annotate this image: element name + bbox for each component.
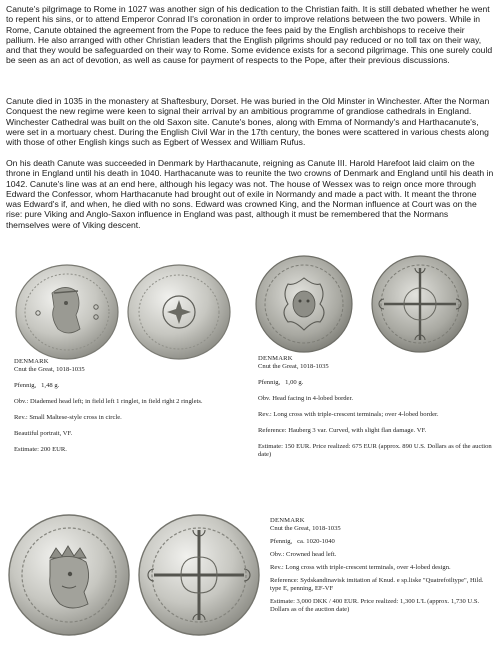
coin-1-obverse: Obv.: Diademed head left; in field left 1 ringlet, in field right 2 ringlets. [14,398,203,405]
article-paragraph-1: Canute's pilgrimage to Rome in 1027 was another sign of his dedication to the Christian faith. It is still debated whether he went to repent his sins, or to attend Emperor Conrad II's coronation in order to improve relations between the two powers. While in Rome, Canute obtained the agreement from the Pope to reduce the fees paid by the English archbishops to receive their pallium. He also arranged with other Christian leaders that the English pilgrims should pay reduced or no toll tax on their way, and that they would be safeguarded on their way to Rome. Some evidence exists for a second pilgrimage. This one surely could be seen as an act of devotion, as well as cause for payment of respects to the Pope, after their previous discussions. [6,4,493,66]
coin-2-reverse-image [370,254,470,354]
coin-2-ruler: Cnut the Great, 1018-1035 [258,363,329,370]
coin-1-reverse-image [126,263,232,361]
coin-2-weight: 1,00 g. [285,379,304,386]
coin-1-catalogue-entry [14,358,250,454]
coin-1-reverse: Rev.: Small Maltese-style cross in circle. [14,414,122,421]
coin-3-obverse: Obv.: Crowned head left. [270,551,337,558]
coin-3-denomination-line [270,538,496,546]
coin-3-estimate: Estimate: 3,000 DKK / 400 EUR. Price realized: 1,300 L'L (approx. 1,730 U.S. Dollars as of the auction date) [270,598,480,613]
coin-3-reverse-image [136,512,262,638]
coin-1-weight: 1,48 g. [41,382,60,389]
coin-3-denomination: Pfennig, [270,538,293,545]
coin-2-reverse: Rev.: Long cross with triple-crescent terminals; over 4-lobed border. [258,411,439,418]
coin-2-catalogue-entry [258,355,494,459]
coin-3-catalogue-entry [270,517,496,614]
coin-1-denomination-line [14,382,250,390]
coin-3-reference: Reference: Sydskandinavisk imitation af Knud. e sp.liske "Quatrefoiltype", Hild. type E, penning, EF-VF [270,577,484,592]
coin-2-reference: Reference: Hauberg 3 var. Curved, with slight flan damage. VF. [258,427,427,434]
coin-2-estimate: Estimate: 150 EUR. Price realized: 675 EUR (approx. 890 U.S. Dollars as of the auction date) [258,443,492,458]
coin-3-country: DENMARK [270,517,305,524]
coin-2-obverse: Obv. Head facing in 4-lobed border. [258,395,353,402]
coin-3-ruler: Cnut the Great, 1018-1035 [270,525,341,532]
article-paragraph-3: On his death Canute was succeeded in Denmark by Harthacanute, reigning as Canute III. Harold Harefoot laid claim on the throne in England until his death in 1040. Harthacanute was to reunite the two crowns of Denmark and England until his death in 1042. Canute's line was at an end here, although his legacy was not. The house of Wessex was to reign once more through Edward the Confessor, whom Harthacanute had brought out of exile in Normandy and made a pact with. It meant the throne was Edward's if, and when, he died with no sons. Edward was crowned King, and the Norman influence at Court was on the rise: pure Viking and Anglo-Saxon influence in England was past, although it must be remembered that the Normans themselves were of Viking descent. [6,158,494,230]
coin-3-date: ca. 1020-1040 [297,538,335,545]
coin-3-obverse-image [6,512,132,638]
coin-2-country: DENMARK [258,355,293,362]
coin-1-denomination: Pfennig, [14,382,37,389]
coin-2-obverse-image [254,254,354,354]
article-paragraph-2: Canute died in 1035 in the monastery at Shaftesbury, Dorset. He was buried in the Old Minster in Winchester. After the Norman Conquest the new regime were keen to signal their arrival by an ambitious programme of grandiose cathedrals in England. Winchester Cathedral was built on the old Saxon site. Canute's bones, along with Emma of Normandy's and Harthacanute's, were set in a mortuary chest. During the English Civil War in the 17th century, the bones were scattered in various chests along with those of other English kings such as Egbert of Wessex and William Rufus. [6,96,490,148]
coin-1-obverse-image [14,263,120,361]
coin-1-ruler: Cnut the Great, 1018-1035 [14,366,85,373]
coin-1-country: DENMARK [14,358,49,365]
coin-1-estimate: Estimate: 200 EUR. [14,446,67,453]
coin-2-denomination: Pfennig, [258,379,281,386]
coin-1-comment: Beautiful portrait, VF. [14,430,73,437]
coin-3-reverse: Rev.: Long cross with triple-crescent terminals, over 4-lobed design. [270,564,451,571]
coin-2-denomination-line [258,379,494,387]
